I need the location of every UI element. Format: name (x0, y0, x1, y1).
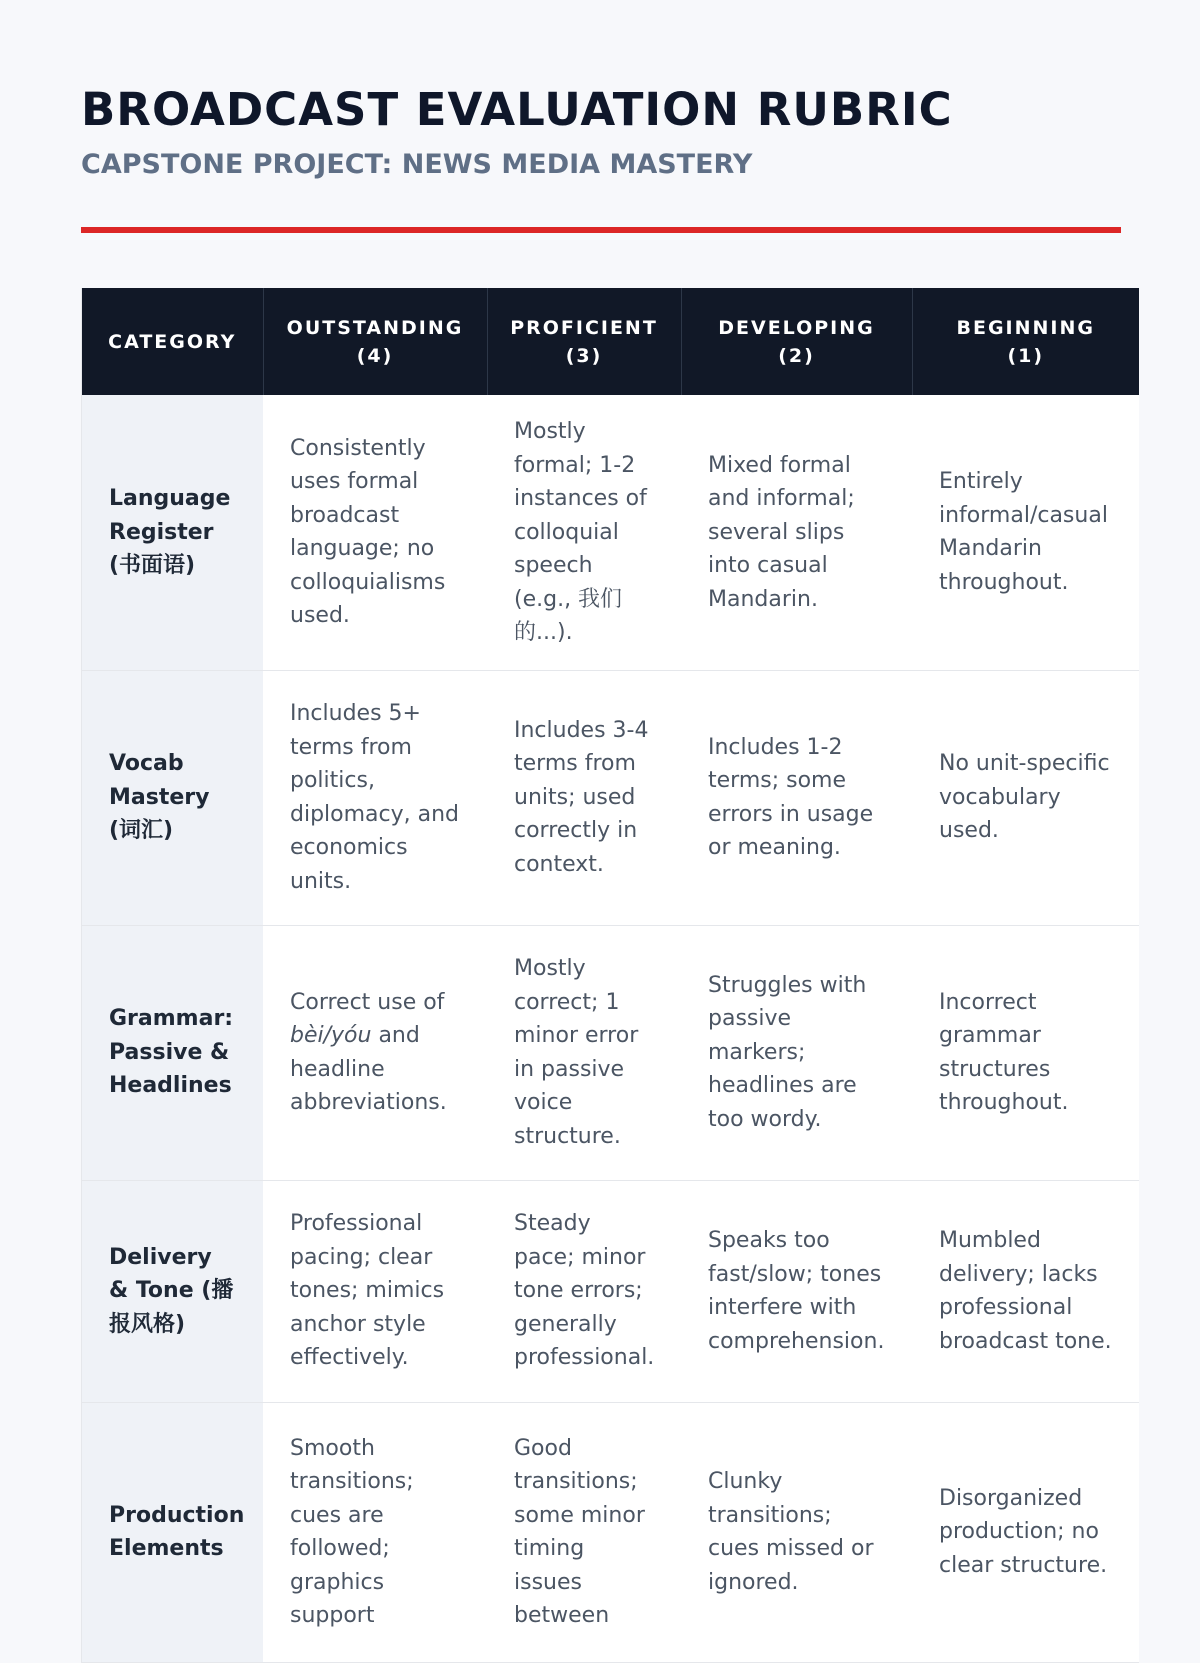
table-row-language-register (82, 395, 1139, 670)
outstanding-cell: Smooth transitions; cues are followed; graphics support (263, 1402, 487, 1662)
column-label: OUTSTANDING (286, 316, 464, 339)
beginning-cell: Incorrect grammar structures throughout. (912, 925, 1139, 1180)
proficient-cell: Mostly formal; 1-2 instances of colloquial speech (e.g., 我们的...). (487, 395, 681, 670)
table-row-production-elements (82, 1402, 1139, 1662)
developing-cell: Struggles with passive markers; headlines are too wordy. (681, 925, 912, 1180)
outstanding-text-post: and headline abbreviations. (290, 1023, 447, 1115)
column-header-beginning (912, 288, 1139, 395)
category-cell: Vocab Mastery (词汇) (82, 670, 263, 925)
pinyin-term: bèi/yóu (290, 1023, 372, 1048)
column-score: (3) (565, 344, 603, 367)
beginning-cell: Disorganized production; no clear structure. (912, 1402, 1139, 1662)
accent-divider (81, 227, 1121, 233)
category-cell: Delivery & Tone (播报风格) (82, 1180, 263, 1402)
proficient-cell: Good transitions; some minor timing issues between (487, 1402, 681, 1662)
column-header-developing (681, 288, 912, 395)
proficient-cell: Includes 3-4 terms from units; used correctly in context. (487, 670, 681, 925)
developing-cell: Clunky transitions; cues missed or ignored. (681, 1402, 912, 1662)
category-cell: Language Register (书面语) (82, 395, 263, 670)
outstanding-cell (263, 925, 487, 1180)
table-row-vocab-mastery (82, 670, 1139, 925)
developing-cell: Includes 1-2 terms; some errors in usage or meaning. (681, 670, 912, 925)
table-header-row (82, 288, 1139, 395)
column-label: CATEGORY (108, 330, 237, 353)
column-header-proficient (487, 288, 681, 395)
beginning-cell: Entirely informal/casual Mandarin throughout. (912, 395, 1139, 670)
beginning-cell: No unit-specific vocabulary used. (912, 670, 1139, 925)
column-label: DEVELOPING (718, 316, 875, 339)
category-cell: Grammar: Passive & Headlines (82, 925, 263, 1180)
table-row-delivery-tone (82, 1180, 1139, 1402)
developing-cell: Speaks too fast/slow; tones interfere with comprehension. (681, 1180, 912, 1402)
proficient-cell: Mostly correct; 1 minor error in passive voice structure. (487, 925, 681, 1180)
page-subtitle: CAPSTONE PROJECT: NEWS MEDIA MASTERY (81, 149, 753, 180)
column-label: BEGINNING (956, 316, 1095, 339)
proficient-cell: Steady pace; minor tone errors; generally professional. (487, 1180, 681, 1402)
page-title: BROADCAST EVALUATION RUBRIC (81, 83, 953, 136)
column-header-outstanding (263, 288, 487, 395)
rubric-table-wrapper (81, 288, 1138, 1663)
outstanding-text-pre: Correct use of (290, 989, 445, 1015)
column-header-category (82, 288, 263, 395)
rubric-table (82, 288, 1139, 1663)
outstanding-cell: Includes 5+ terms from politics, diplomacy, and economics units. (263, 670, 487, 925)
table-row-grammar (82, 925, 1139, 1180)
column-label: PROFICIENT (510, 316, 658, 339)
column-score: (1) (1007, 344, 1045, 367)
column-score: (2) (778, 344, 815, 367)
beginning-cell: Mumbled delivery; lacks professional broadcast tone. (912, 1180, 1139, 1402)
column-score: (4) (356, 344, 394, 367)
outstanding-cell: Professional pacing; clear tones; mimics anchor style effectively. (263, 1180, 487, 1402)
developing-cell: Mixed formal and informal; several slips into casual Mandarin. (681, 395, 912, 670)
category-cell: Production Elements (82, 1402, 263, 1662)
outstanding-cell: Consistently uses formal broadcast language; no colloquialisms used. (263, 395, 487, 670)
